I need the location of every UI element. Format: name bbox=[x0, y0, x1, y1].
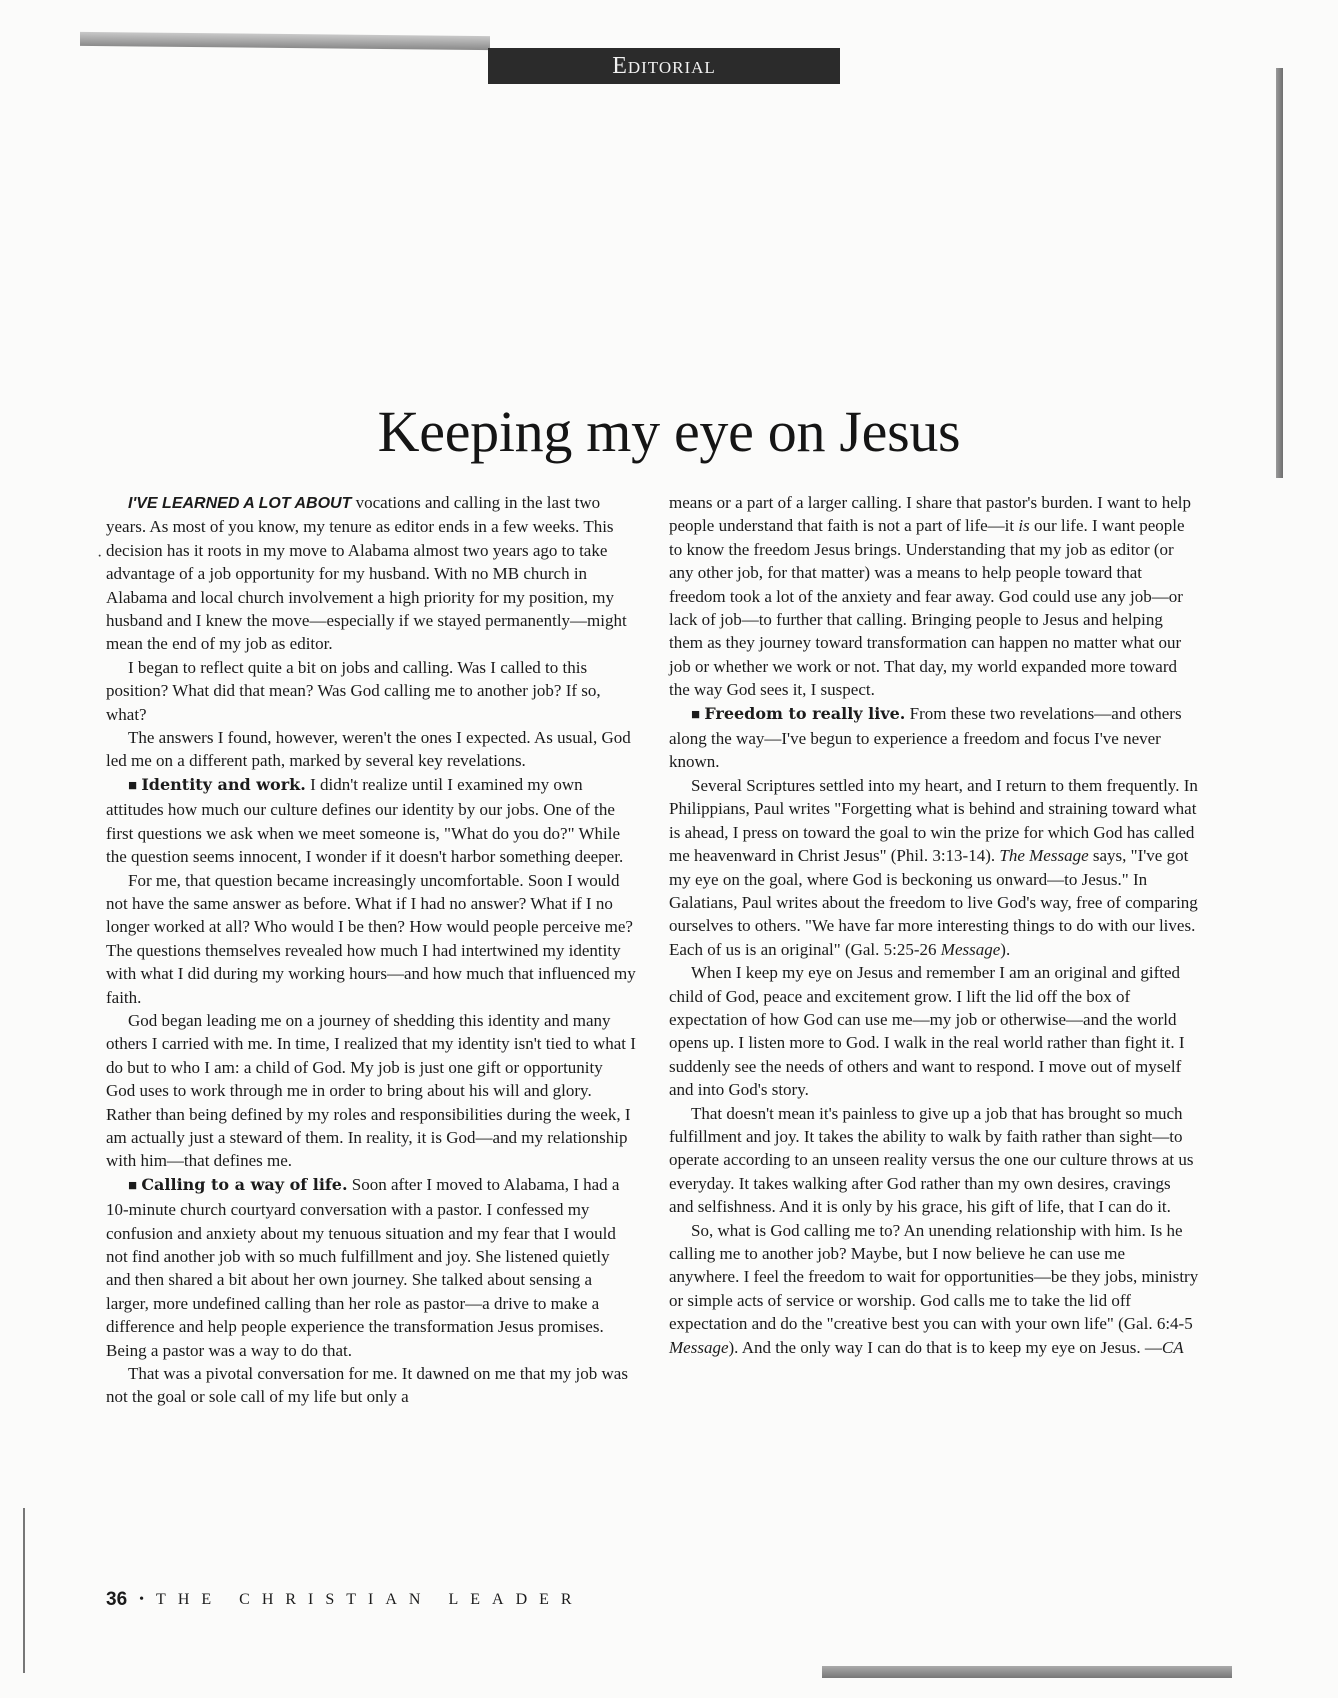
paragraph-text: ). And the only way I can do that is to keep my eye on Jesus. — bbox=[728, 1337, 1162, 1357]
paragraph bbox=[669, 1219, 1199, 1359]
page-footer bbox=[106, 1589, 584, 1611]
right-column bbox=[669, 491, 1199, 1359]
paragraph-text: vocations and calling in the last two years. As most of you know, my tenure as editor ends in a few weeks. This decision has it roots in my move to Alabama almost two years ago to take advantage of a job opportunity for my husband. With no MB church in Alabama and local church involvement a high priority for my position, my husband and I knew the move—especially if we stayed permanently—might mean the end of my job as editor. bbox=[106, 493, 627, 654]
paragraph-text: says, "I've got my eye on the goal, where God is beckoning us onward—to Jesus." In Galatians, Paul writes about the freedom to live God's way, free of comparing ourselves to others. "We have far more interesting things to do with our lives. Each of us is an original" (Gal. 5:25-26 bbox=[669, 846, 1198, 959]
paragraph-text: ). bbox=[1000, 939, 1011, 959]
article-headline: Keeping my eye on Jesus bbox=[377, 399, 961, 464]
paragraph-text: Soon after I moved to Alabama, I had a 10-minute church courtyard conversation with a pastor. I confessed my confusion and anxiety about my tenuous situation and my fear that I would not find another job with so much fulfillment and joy. She listened quietly and then shared a bit about her own journey. She talked about sensing a larger, more undefined calling than her role as pastor—a drive to make a difference and help people experience the transformation Jesus promises. Being a pastor was a way to do that. bbox=[106, 1174, 620, 1360]
paragraph-text: our life. I want people to know the freedom Jesus brings. Understanding that my job as editor (or any other job, for that matter) was a means to help people toward that freedom took a lot of the anxiety and fear away. God could use any job—or lack of job—to further that calling. Bringing people to Jesus and helping them as they journey toward transformation can happen no matter what our job or whether we work or not. That day, my world expanded more toward the way God sees it, I suspect. bbox=[669, 516, 1185, 700]
paragraph: When I keep my eye on Jesus and remember I am an original and gifted child of God, peace and excitement grow. I lift the lid off the box of expectation of how God can use me—my job or otherwise—and the world opens up. I listen more to God. I walk in the real world rather than fight it. I suddenly see the needs of others and want to respond. I move out of myself and into God's story. bbox=[669, 963, 1185, 1100]
left-decorative-bar bbox=[23, 1508, 25, 1673]
top-decorative-rule bbox=[80, 32, 490, 50]
section-subhead: Identity and work. bbox=[141, 774, 306, 794]
paragraph: That doesn't mean it's painless to give up a job that has brought so much fulfillment and joy. It takes the ability to walk by faith rather than sight—to operate according to an unseen reality versus the one our culture throws at us everyday. It takes walking after God rather than my own desires, cravings and selfishness. And it is only by his grace, his gift of life, that I can do it. bbox=[669, 1103, 1194, 1217]
paragraph-text: Several Scriptures settled into my heart, and I return to them frequently. In Philippians, Paul writes "Forgetting what is behind and straining toward what is ahead, I press on toward the goal to win the prize for which God has called me heavenward in Christ Jesus" (Phil. 3:13-14). bbox=[669, 775, 1198, 866]
bottom-decorative-rule bbox=[822, 1666, 1232, 1678]
paragraph-text: means or a part of a larger calling. I share that pastor's burden. I want to help people understand that faith is not a part of life—it bbox=[669, 493, 1192, 536]
paragraph bbox=[106, 773, 636, 869]
paragraph bbox=[669, 491, 1199, 702]
emphasis: Message bbox=[940, 939, 1001, 959]
paragraph-text: So, what is God calling me to? An unending relationship with him. Is he calling me to another job? Maybe, but I now believe he can use me anywhere. I feel the freedom to wait for opportunities—be they jobs, ministry or simple acts of service or worship. God calls me to take the lid off expectation and do the "creative best you can with your own life" (Gal. 6:4-5 bbox=[669, 1220, 1199, 1334]
section-bullet-icon: ■ bbox=[128, 777, 138, 794]
section-label: Editorial bbox=[612, 52, 716, 79]
page-number: 36 bbox=[106, 1589, 128, 1610]
author-signature: CA bbox=[1161, 1337, 1184, 1357]
emphasis: is bbox=[1018, 516, 1030, 536]
lead-in-kicker: I'VE LEARNED A LOT ABOUT bbox=[128, 495, 352, 512]
footer-separator: • bbox=[139, 1592, 145, 1607]
paragraph: God began leading me on a journey of shedding this identity and many others I carried with me. In time, I realized that my identity isn't tied to what I do but to who I am: a child of God. My job is just one gift or opportunity God uses to work through me in order to bring about his will and glory. Rather than being defined by my roles and responsibilities during the week, I am actually just a steward of them. In reality, it is God—and my relationship with him—that defines me. bbox=[106, 1010, 636, 1171]
section-subhead: Calling to a way of life. bbox=[141, 1174, 348, 1194]
paragraph bbox=[669, 702, 1199, 774]
paragraph-text: I didn't realize until I examined my own attitudes how much our culture defines our identity by our jobs. One of the first questions we ask when we meet someone is, "What do you do?" While the question seems innocent, I wonder if it doesn't harbor something deeper. bbox=[106, 774, 624, 867]
paragraph: For me, that question became increasingly uncomfortable. Soon I would not have the same answer as before. What if I had no answer? What if I no longer worked at all? Who would I be then? How would people perceive me? The questions themselves revealed how much I had intertwined my identity with what I did during my working hours—and how much that influenced my faith. bbox=[106, 870, 636, 1007]
left-column bbox=[106, 491, 636, 1409]
emphasis: Message bbox=[669, 1337, 729, 1357]
section-banner bbox=[488, 48, 840, 84]
paragraph bbox=[106, 491, 636, 656]
emphasis: The Message bbox=[999, 846, 1089, 866]
paragraph bbox=[106, 1173, 636, 1362]
section-subhead: Freedom to really live. bbox=[704, 703, 906, 723]
paragraph: I began to reflect quite a bit on jobs and calling. Was I called to this position? What did that mean? Was God calling me to another job? If so, what? bbox=[106, 657, 601, 724]
paragraph bbox=[669, 774, 1199, 961]
publication-name: THE CHRISTIAN LEADER bbox=[156, 1591, 584, 1608]
section-bullet-icon: ■ bbox=[128, 1177, 138, 1194]
paragraph: The answers I found, however, weren't the ones I expected. As usual, God led me on a different path, marked by several key revelations. bbox=[106, 728, 631, 771]
stray-mark: · bbox=[97, 548, 103, 565]
section-bullet-icon: ■ bbox=[691, 706, 701, 723]
paragraph: That was a pivotal conversation for me. It dawned on me that my job was not the goal or sole call of my life but only a bbox=[106, 1364, 628, 1407]
paragraph-text: From these two revelations—and others along the way—I've begun to experience a freedom and focus I've never known. bbox=[669, 703, 1182, 772]
